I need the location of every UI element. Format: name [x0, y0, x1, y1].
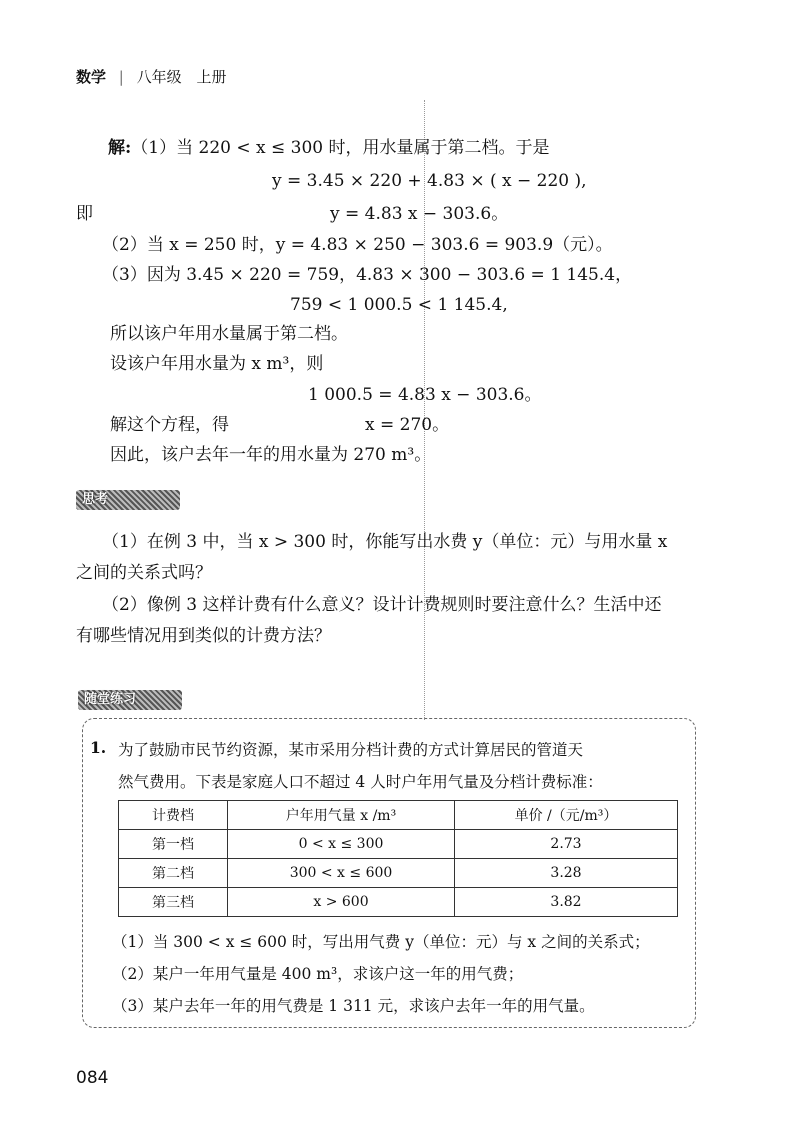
table-cell: 3.28 — [455, 859, 678, 888]
header-volume: 上册 — [196, 68, 227, 86]
exercise-part-1: （1）当 300 < x ≤ 600 时，写出用气费 y（单位：元）与 x 之间的关系式； — [112, 933, 650, 951]
exercise-part-3: （3）某户去年一年的用气费是 1 311 元，求该户去年一年的用气量。 — [112, 997, 595, 1015]
solution-line-2: y = 3.45 × 220 + 4.83 × ( x − 220 ), — [272, 171, 587, 191]
solution-line-5: （3）因为 3.45 × 220 = 759，4.83 × 300 − 303.6 = 1 145.4， — [102, 265, 633, 285]
fee-table-header: 计费档 — [119, 801, 228, 830]
solution-line-6: 759 < 1 000.5 < 1 145.4, — [290, 295, 508, 315]
table-cell: 0 < x ≤ 300 — [228, 830, 455, 859]
table-cell: 2.73 — [455, 830, 678, 859]
fee-table — [118, 800, 678, 917]
table-cell: 第三档 — [119, 888, 228, 917]
page-number: 084 — [76, 1068, 109, 1088]
solution-line-8: 设该户年用水量为 x m³，则 — [110, 354, 324, 374]
exercise-number: 1. — [90, 738, 107, 757]
table-row — [119, 830, 678, 859]
fee-table-header: 单价 /（元/m³） — [455, 801, 678, 830]
think-q1-line1: （1）在例 3 中，当 x > 300 时，你能写出水费 y（单位：元）与用水量 x — [102, 532, 668, 552]
exercise-label: 随堂练习 — [78, 690, 182, 710]
solution-line-9: 1 000.5 = 4.83 x − 303.6。 — [308, 385, 542, 405]
table-cell: x > 600 — [228, 888, 455, 917]
table-row — [119, 888, 678, 917]
solution-text-1: （1）当 220 < x ≤ 300 时，用水量属于第二档。于是 — [131, 138, 550, 158]
solution-line-10b: x = 270。 — [365, 415, 450, 435]
solution-line-7: 所以该户年用水量属于第二档。 — [110, 324, 348, 344]
solution-line-3: y = 4.83 x − 303.6。 — [330, 204, 509, 224]
exercise-part-2: （2）某户一年用气量是 400 m³，求该户这一年的用气费； — [112, 965, 524, 983]
header-grade: 八年级 — [136, 68, 182, 86]
scan-fold-line — [424, 100, 425, 720]
fee-table-header-row — [119, 801, 678, 830]
solution-label: 解: — [108, 138, 132, 158]
solution-line-4: （2）当 x = 250 时，y = 4.83 × 250 − 303.6 = 903.9（元）。 — [102, 235, 613, 255]
table-cell: 3.82 — [455, 888, 678, 917]
table-row — [119, 859, 678, 888]
solution-ji: 即 — [76, 204, 93, 224]
solution-line-10a: 解这个方程，得 — [110, 415, 229, 435]
fee-table-header: 户年用气量 x /m³ — [228, 801, 455, 830]
think-q1-line2: 之间的关系式吗？ — [76, 563, 212, 583]
table-cell: 第一档 — [119, 830, 228, 859]
header-subject: 数学 — [76, 68, 107, 86]
table-cell: 300 < x ≤ 600 — [228, 859, 455, 888]
page-header — [76, 66, 226, 87]
think-q2-line1: （2）像例 3 这样计费有什么意义？设计计费规则时要注意什么？生活中还 — [102, 595, 662, 615]
header-separator: | — [118, 68, 124, 86]
exercise-intro-1: 为了鼓励市民节约资源，某市采用分档计费的方式计算居民的管道天 — [118, 741, 584, 759]
think-label: 思考 — [76, 490, 180, 510]
exercise-intro-2: 然气费用。下表是家庭人口不超过 4 人时户年用气量及分档计费标准： — [118, 773, 603, 791]
think-q2-line2: 有哪些情况用到类似的计费方法？ — [76, 626, 331, 646]
table-cell: 第二档 — [119, 859, 228, 888]
solution-line-1 — [108, 137, 550, 159]
solution-line-11: 因此，该户去年一年的用水量为 270 m³。 — [110, 445, 432, 465]
